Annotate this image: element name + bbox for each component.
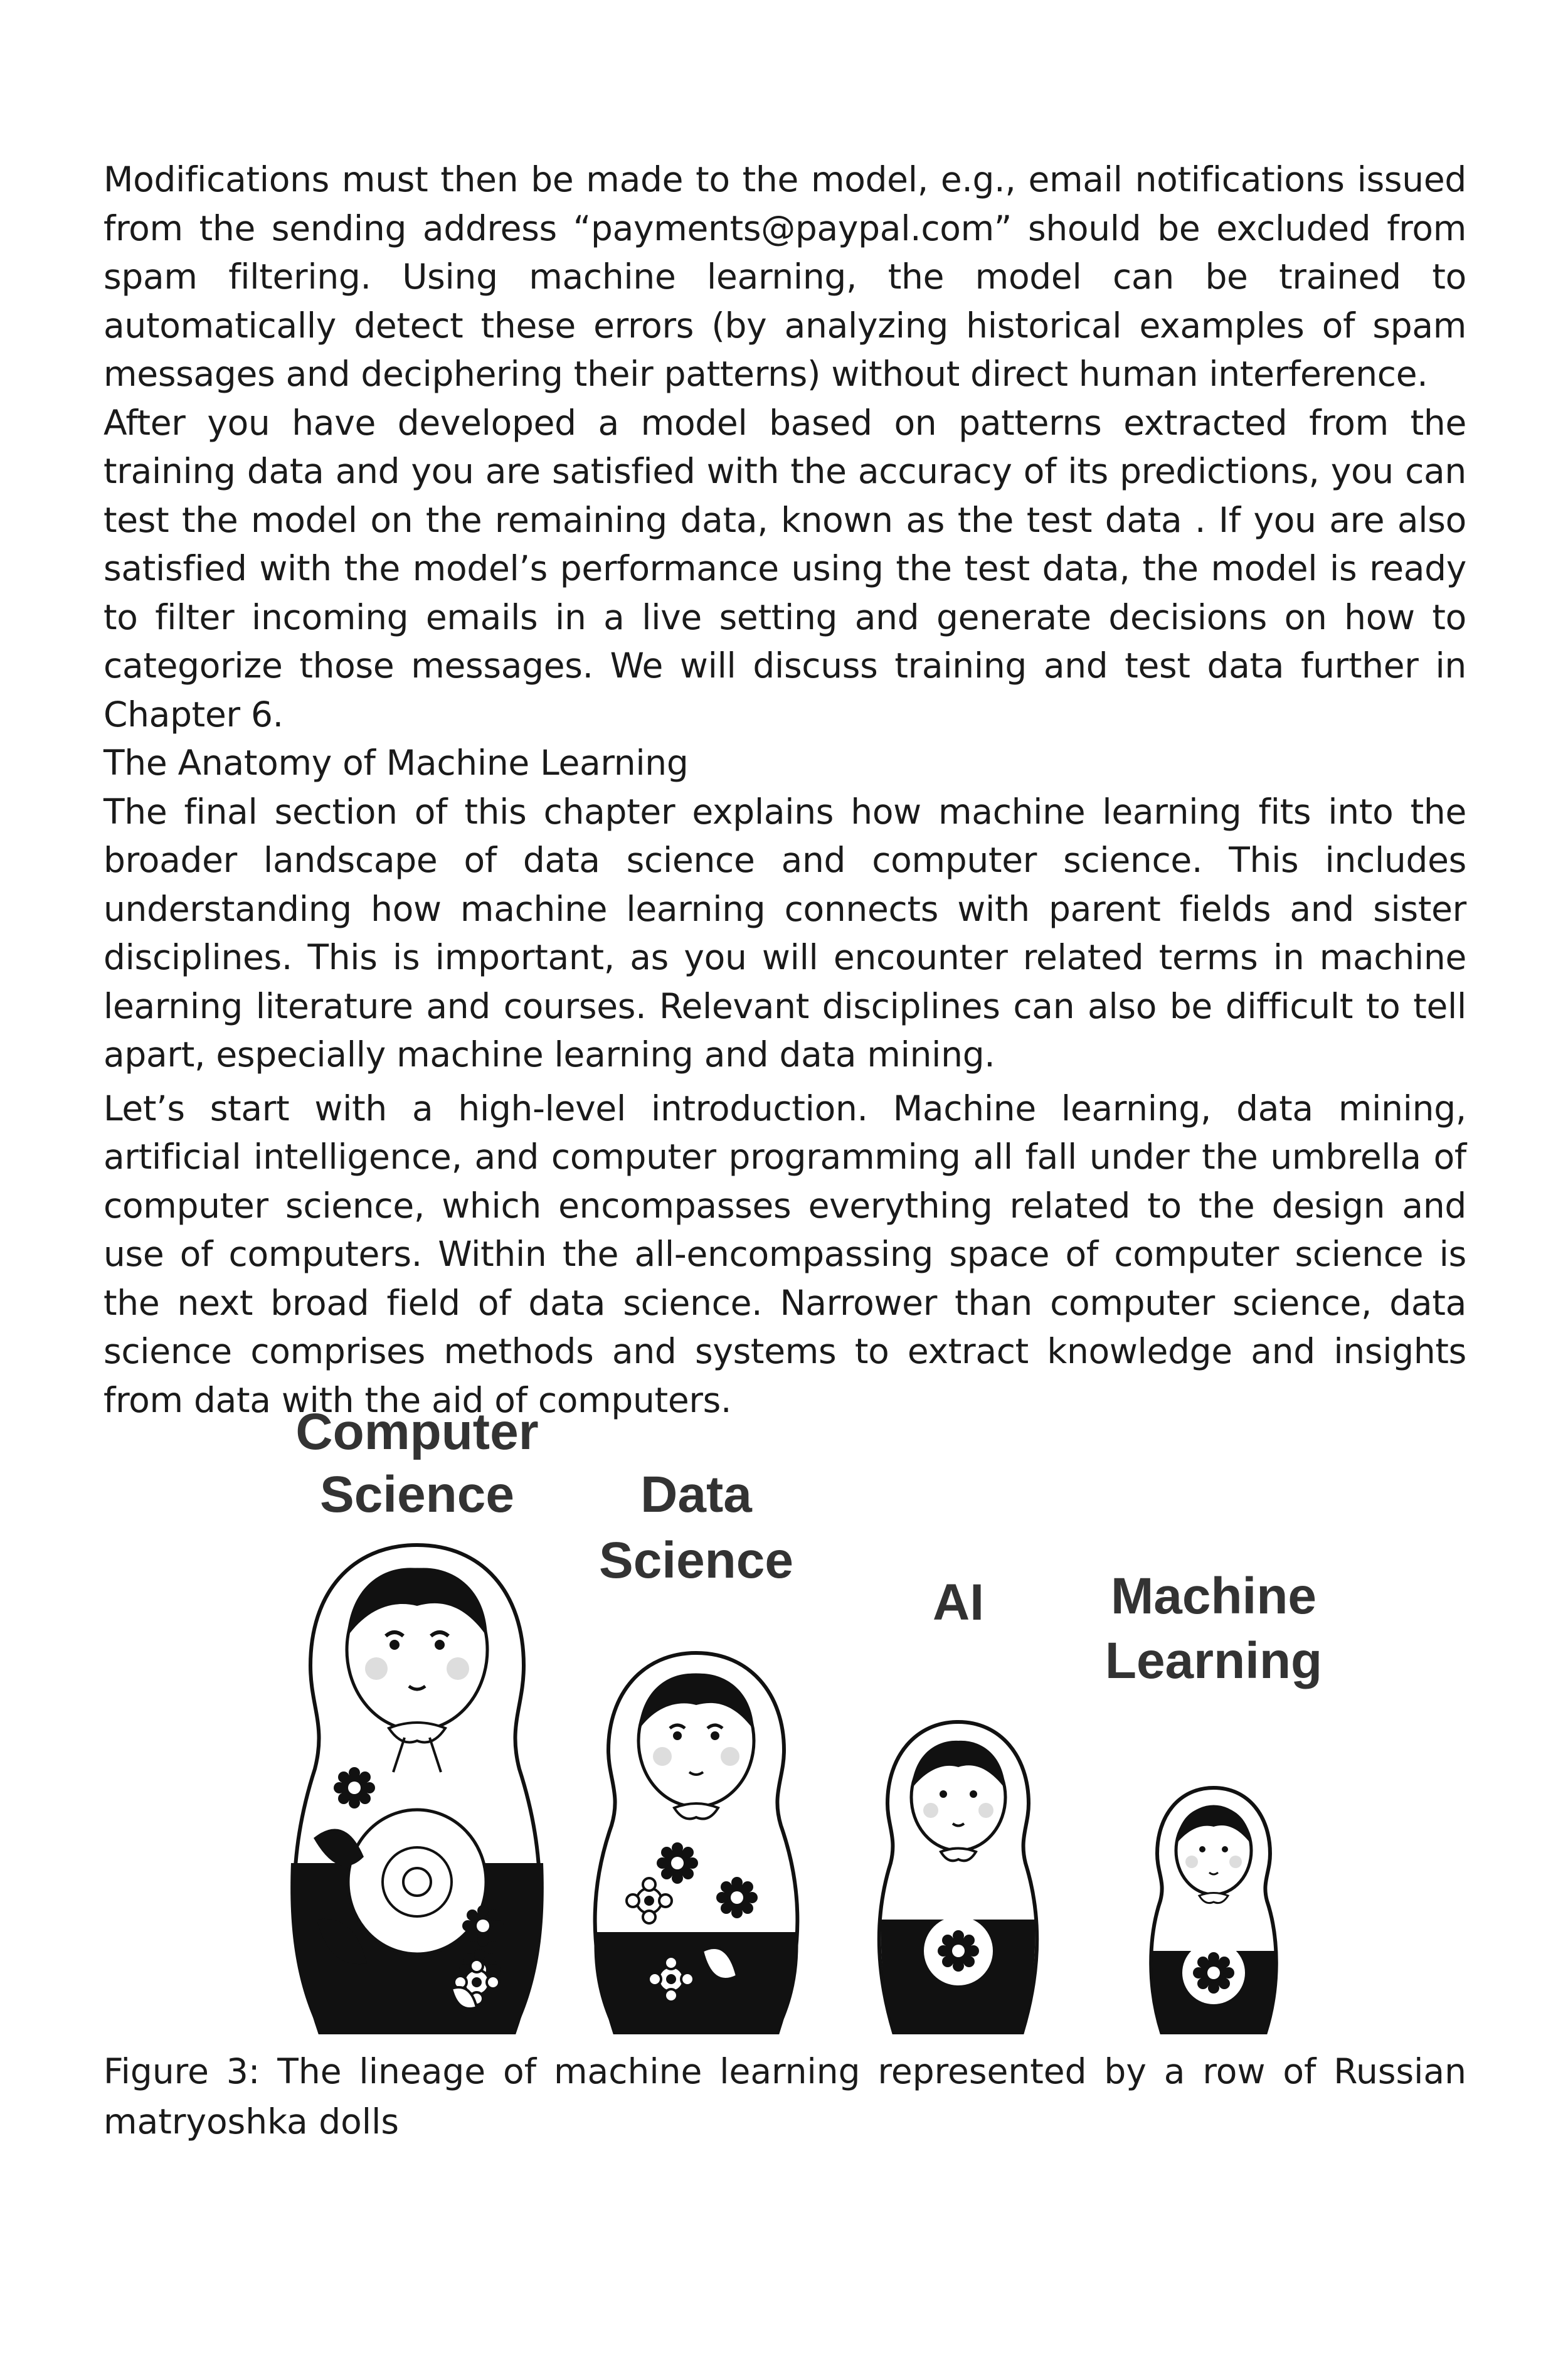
label-machine-learning-line1: Machine <box>1110 1568 1317 1625</box>
doll-data-science <box>594 1653 798 2032</box>
paragraph-test-data: After you have developed a model based on patterns extracted from the training data and you are satisfied with the accuracy of its predictions, you can test the model on the remaining data, known as the test data . If you are also satisfied with the model’s performance using the test data, the model is ready to filter incoming emails in a live setting and generate decisions on how to categorize those messages. We will discuss training and test data further in Chapter 6. <box>103 402 1466 735</box>
paragraph-spam-modifications: Modifications must then be made to the model, e.g., email notifications issued from the sending address “payments@paypal.com” should be excluded from spam filtering. Using machine learning, the model can be trained to automatically detect these errors (by analyzing historical examples of spam messages and deciphering their patterns) without direct human interference. <box>103 159 1466 394</box>
label-computer-science-line2: Science <box>320 1466 514 1523</box>
label-machine-learning-line2: Learning <box>1104 1632 1323 1689</box>
label-ai: AI <box>933 1574 984 1631</box>
paragraph-anatomy-intro: The final section of this chapter explains how machine learning fits into the broader landscape of data science and computer science. This includes understanding how machine learning connects with parent fields and sister disciplines. This is important, as you will encounter related terms in machine learning literature and courses. Relevant disciplines can also be difficult to tell apart, especially machine learning and data mining. <box>103 791 1466 1075</box>
section-heading: The Anatomy of Machine Learning <box>103 743 689 783</box>
doll-computer-science <box>290 1545 544 2032</box>
body-text <box>103 156 1466 1425</box>
doll-machine-learning <box>1151 1788 1276 2032</box>
label-data-science-line2: Science <box>599 1532 793 1589</box>
figure-caption: Figure 3: The lineage of machine learning represented by a row of Russian matryoshka dolls <box>103 2051 1466 2142</box>
doll-ai <box>879 1722 1037 2032</box>
matryoshka-illustration <box>263 1386 1367 2045</box>
matryoshka-figure <box>263 1386 1367 2045</box>
label-data-science-line1: Data <box>640 1466 752 1523</box>
paragraph-high-level-intro: Let’s start with a high-level introduction. Machine learning, data mining, artificial intelligence, and computer programming all fall under the umbrella of computer science, which encompasses everything related to the design and use of computers. Within the all-encompassing space of computer science is the next broad field of data science. Narrower than computer science, data science comprises methods and systems to extract knowledge and insights from data with the aid of computers. <box>103 1088 1466 1420</box>
label-computer-science-line1: Computer <box>295 1403 539 1460</box>
